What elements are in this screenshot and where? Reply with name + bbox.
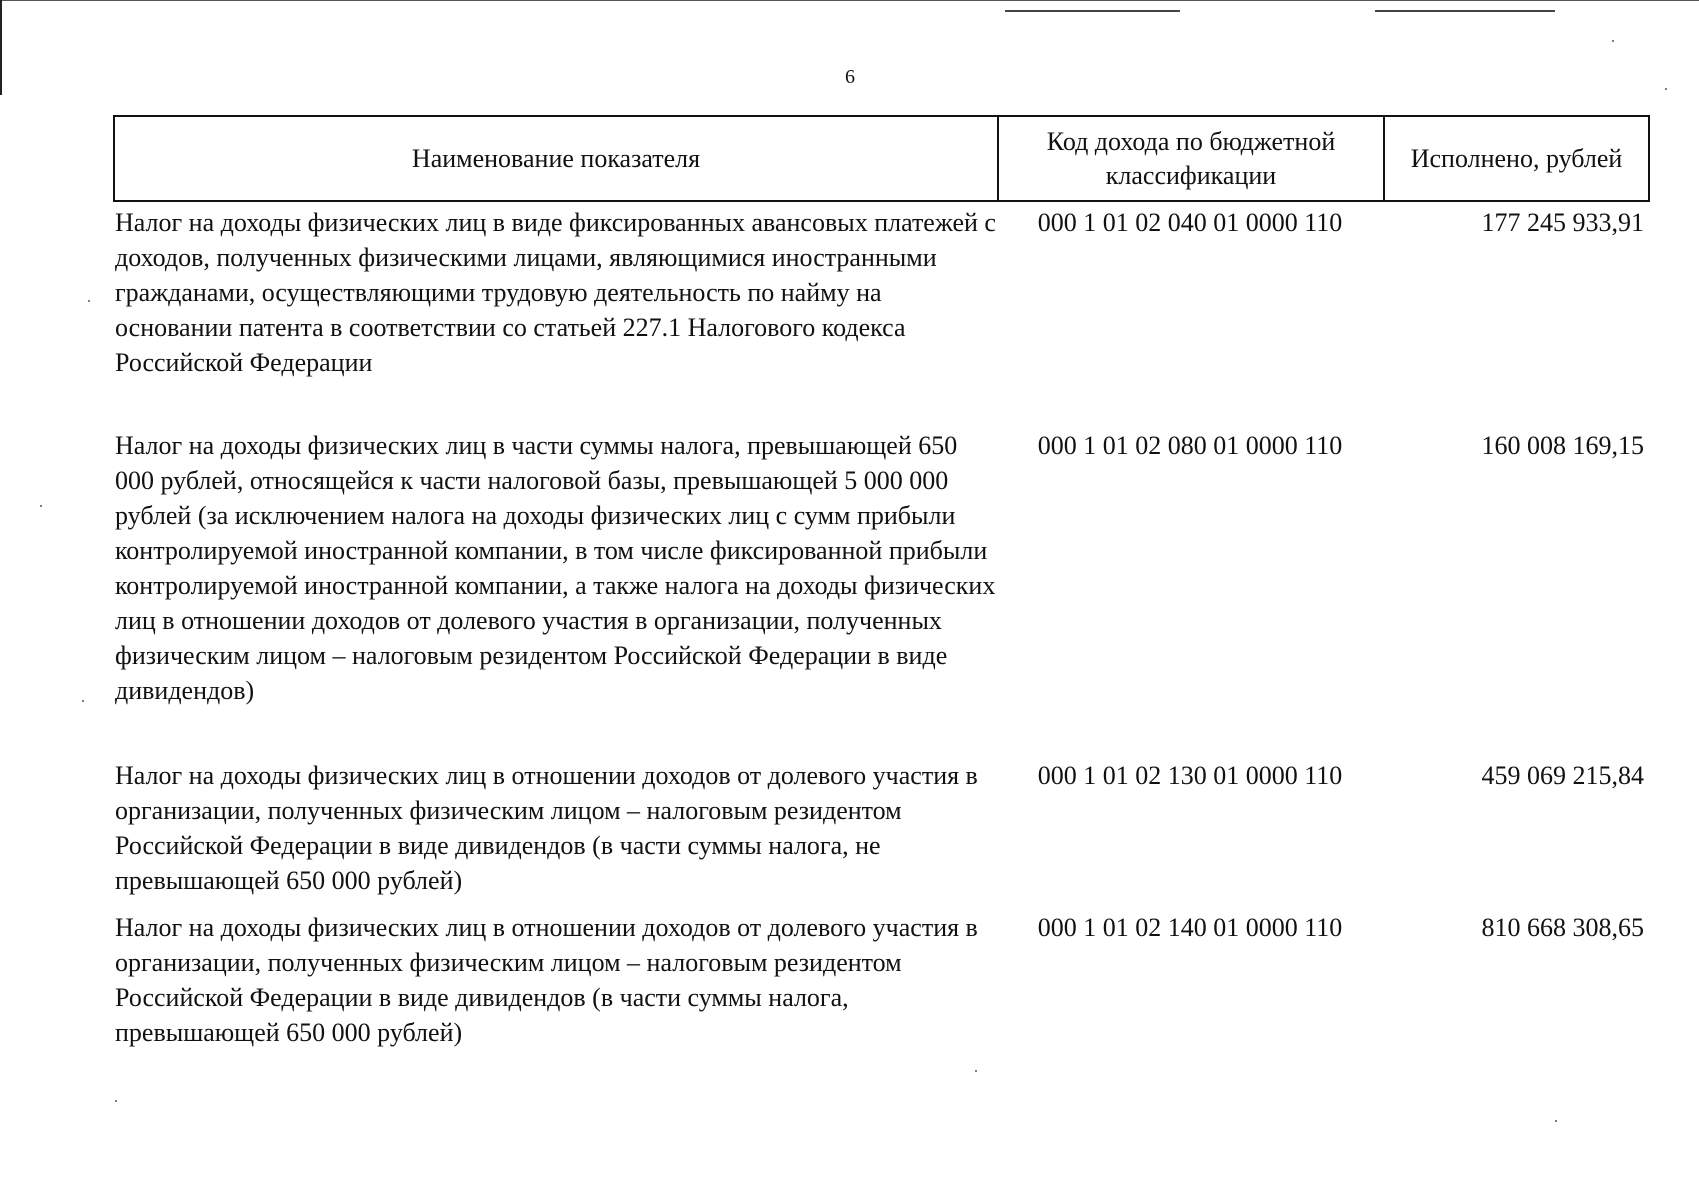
header-executed-amount: Исполнено, рублей: [1410, 143, 1623, 173]
row-indicator-name: Налог на доходы физических лиц в части суммы налога, превышающей 650 000 рублей, относящейся к части налоговой базы, превышающей 5 000 000 рублей (за исключением налога на доходы физических лиц с сумм прибыли контролируемой иностранной компании, в том числе фиксированной прибыли контролируемой иностранной компании, а также налога на доходы физических лиц в отношении доходов от долевого участия в организации, полученных физическим лицом – налоговым резидентом Российской Федерации в виде дивидендов): [115, 431, 996, 705]
table-row: [113, 910, 1650, 1050]
scan-speck: [115, 1100, 117, 1102]
row-executed-amount: 160 008 169,15: [1481, 431, 1644, 460]
table-row: [113, 205, 1650, 380]
row-income-code: 000 1 01 02 140 01 0000 110: [1037, 913, 1343, 942]
scan-artifact: [1375, 10, 1555, 12]
table-header: [113, 115, 1650, 202]
scan-speck: [1665, 88, 1667, 90]
page-number: 6: [845, 66, 855, 88]
scan-speck: [1612, 40, 1614, 42]
table-row: [113, 758, 1650, 898]
scan-edge-top: [0, 0, 1699, 1]
row-indicator-name: Налог на доходы физических лиц в виде фиксированных авансовых платежей с доходов, полученных физическими лицами, являющимися иностранными гражданами, осуществляющими трудовую деятельность по найму на основании патента в соответствии со статьей 227.1 Налогового кодекса Российской Федерации: [115, 208, 996, 377]
scan-speck: [40, 505, 42, 507]
row-income-code: 000 1 01 02 040 01 0000 110: [1037, 208, 1343, 237]
table-row: [113, 428, 1650, 708]
scan-speck: [975, 1070, 977, 1072]
header-indicator-name: Наименование показателя: [115, 117, 999, 200]
row-indicator-name: Налог на доходы физических лиц в отношении доходов от долевого участия в организации, полученных физическим лицом – налоговым резидентом Российской Федерации в виде дивидендов (в части суммы налога, превышающей 650 000 рублей): [115, 913, 978, 1047]
scan-speck: [88, 300, 90, 302]
scan-speck: [1555, 1120, 1557, 1122]
header-income-code: Код дохода по бюджетной классификации: [999, 117, 1385, 200]
row-income-code: 000 1 01 02 130 01 0000 110: [1037, 761, 1343, 790]
row-executed-amount: 810 668 308,65: [1481, 913, 1644, 942]
scan-edge-left: [0, 0, 2, 95]
row-executed-amount: 177 245 933,91: [1481, 208, 1644, 237]
row-executed-amount: 459 069 215,84: [1481, 761, 1644, 790]
scan-artifact: [1005, 10, 1180, 12]
row-indicator-name: Налог на доходы физических лиц в отношении доходов от долевого участия в организации, полученных физическим лицом – налоговым резидентом Российской Федерации в виде дивидендов (в части суммы налога, не превышающей 650 000 рублей): [115, 761, 978, 895]
scan-speck: [82, 700, 84, 702]
row-income-code: 000 1 01 02 080 01 0000 110: [1037, 431, 1343, 460]
